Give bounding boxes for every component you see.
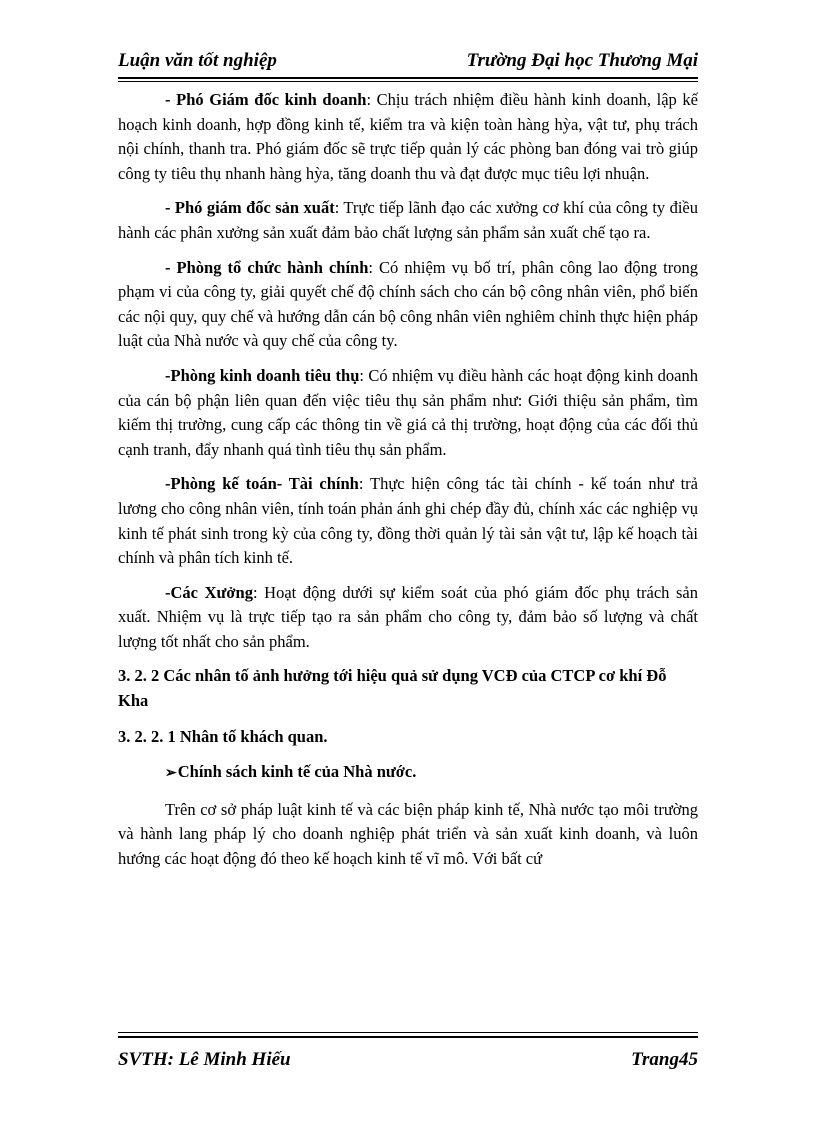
page-body (118, 88, 698, 882)
bullet-economic-policy (165, 760, 698, 787)
paragraph-deputy-director-business (118, 88, 698, 186)
paragraph-term: - Phó Giám đốc kinh doanh (165, 90, 367, 109)
paragraph-term: - Phó giám đốc sản xuất (165, 198, 335, 218)
paragraph-economic-policy: Trên cơ sở pháp luật kinh tế và các biện pháp kinh tế, Nhà nước tạo môi trường và hành lang pháp lý cho doanh nghiệp phát triển và sản xuất kinh doanh, và luôn hướng các hoạt động đó theo kế hoạch kinh tế vĩ mô. Với bất cứ (118, 799, 698, 869)
paragraph-term: - Phòng tổ chức hành chính (165, 257, 369, 277)
paragraph-term: -Phòng kế toán- Tài chính (165, 474, 359, 494)
header-university-name: Trường Đại học Thương Mại (466, 50, 698, 71)
section-heading-factors: 3. 2. 2 Các nhân tố ảnh hưởng tới hiệu quả sử dụng VCĐ của CTCP cơ khí Đỗ Kha (118, 666, 667, 711)
page-footer (118, 1049, 698, 1075)
footer-rule-thin (118, 1032, 698, 1033)
paragraph-text: : Trực tiếp lãnh đạo các xưởng cơ khí của công ty điều hành các phân xưởng sản xuất đảm bảo chất lượng sản phẩm sản xuất chế tạo ra. (118, 198, 698, 242)
paragraph-text: : Hoạt động dưới sự kiểm soát của phó giám đốc phụ trách sản xuất. Nhiệm vụ là trực tiếp tạo ra sản phẩm cho công ty, đảm bảo số lượng và chất lượng tốt nhất cho sản phẩm. (118, 582, 698, 651)
paragraph-sales-department (118, 364, 698, 462)
paragraph-accounting-department (118, 472, 698, 570)
paragraph-text: : Chịu trách nhiệm điều hành kinh doanh, lập kế hoạch kinh doanh, hợp đồng kinh tế, kiểm tra và kiện toàn hàng hỳa, vật tư, phụ trách nội chính, thanh tra. Phó giám đốc sẽ trực tiếp quản lý các phòng ban đóng vai trò giúp công ty tiêu thụ nhanh hàng hỳa, tăng doanh thu và đạt được mục tiêu lợi nhuận. (118, 90, 698, 183)
bullet-text: Chính sách kinh tế của Nhà nước. (177, 762, 417, 782)
paragraph-text: : Có nhiệm vụ bố trí, phân công lao động trong phạm vi của công ty, giải quyết chế độ chính sách cho cán bộ công nhân viên, phổ biến các nội quy, quy chế và hướng dẫn cán bộ công nhân viên nghiêm chỉnh thực hiện pháp luật của Nhà nước và quy chế của công ty. (118, 257, 698, 351)
header-thesis-label: Luận văn tốt nghiệp (118, 50, 277, 71)
paragraph-workshops (118, 581, 698, 655)
header-rule-thin (118, 81, 698, 82)
page-header (118, 50, 698, 76)
paragraph-term: -Các Xưởng (165, 582, 253, 602)
subsection-heading-objective-factors: 3. 2. 2. 1 Nhân tố khách quan. (118, 726, 328, 746)
paragraph-text: : Có nhiệm vụ điều hành các hoạt động kinh doanh của cán bộ phận liên quan đến việc tiêu thụ sản phẩm như: Giới thiệu sản phẩm, tìm kiếm thị trường, cung cấp các thông tin về giá cả thị trường, hoạt động của các đối thủ cạnh tranh, đẩy nhanh quá tình tiêu thụ sản phẩm. (118, 365, 698, 459)
paragraph-term: -Phòng kinh doanh tiêu thụ (165, 365, 360, 385)
arrow-bullet-icon: ➢ (165, 766, 177, 782)
paragraph-text: : Thực hiện công tác tài chính - kế toán như trả lương cho công nhân viên, tính toán phản ánh ghi chép đầy đủ, chính xác các nghiệp vụ kinh tế phát sinh trong kỳ của công ty, đồng thời quản lý tài sản vật tư, lập kế hoạch tài chính và phân tích kinh tế. (118, 474, 698, 568)
footer-rule-thick (118, 1036, 698, 1038)
paragraph-admin-department (118, 256, 698, 354)
header-rule-thick (118, 77, 698, 79)
paragraph-deputy-director-production (118, 196, 698, 245)
footer-page-number: Trang45 (631, 1049, 698, 1070)
footer-student-name: SVTH: Lê Minh Hiếu (118, 1049, 291, 1070)
